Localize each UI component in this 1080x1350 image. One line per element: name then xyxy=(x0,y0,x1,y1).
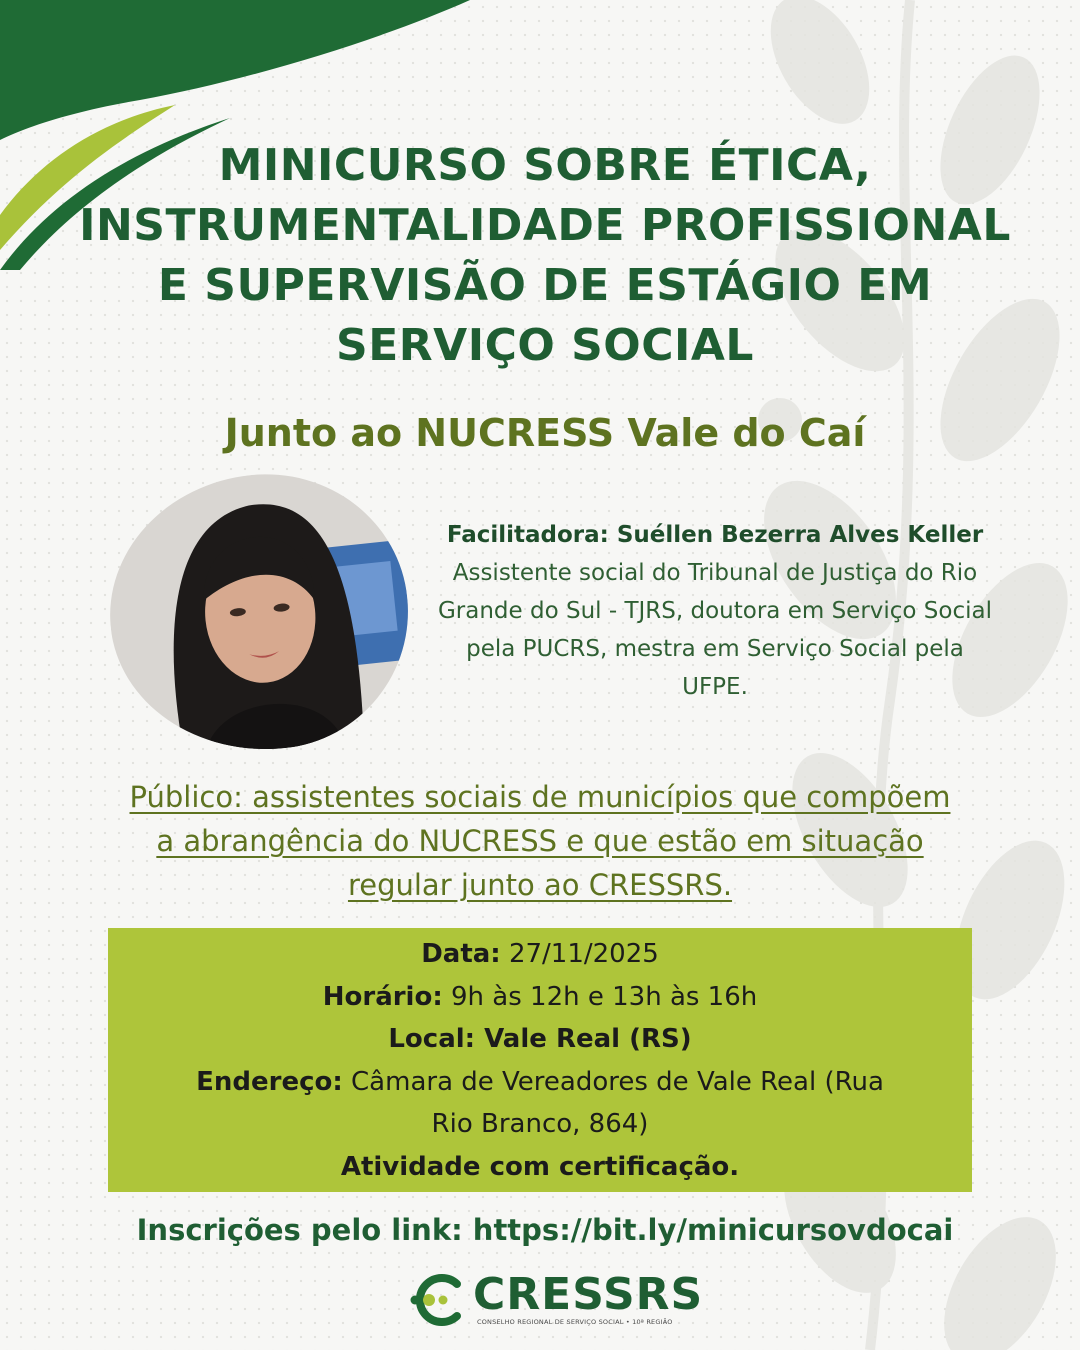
address-line-1: Câmara de Vereadores de Vale Real (Rua xyxy=(342,1066,884,1097)
address-line-2: Rio Branco, 864) xyxy=(431,1109,649,1139)
time-label: Horário: xyxy=(322,981,443,1012)
logo-tagline: CONSELHO REGIONAL DE SERVIÇO SOCIAL • 10ª REGIÃO xyxy=(477,1318,673,1326)
date-row xyxy=(108,933,972,976)
certification-text: Atividade com certificação. xyxy=(340,1151,740,1182)
location-row xyxy=(108,1018,972,1061)
event-subtitle: Junto ao NUCRESS Vale do Caí xyxy=(224,411,866,455)
audience-line: a abrangência do NUCRESS e que estão em situação xyxy=(156,824,924,858)
target-audience xyxy=(60,775,1020,907)
date-value: 27/11/2025 xyxy=(500,939,659,969)
bio-line: Grande do Sul - TJRS, doutora em Serviço Social xyxy=(437,598,992,624)
bio-line: pela PUCRS, mestra em Serviço Social pela xyxy=(466,636,964,662)
cressrs-logo xyxy=(405,1269,704,1330)
date-label: Data: xyxy=(421,939,501,969)
registration-link[interactable]: Inscrições pelo link: https://bit.ly/minicursovdocai xyxy=(136,1213,954,1247)
title-line: E SUPERVISÃO DE ESTÁGIO EM xyxy=(157,260,933,311)
time-value: 9h às 12h e 13h às 16h xyxy=(442,981,758,1012)
title-line: INSTRUMENTALIDADE PROFISSIONAL xyxy=(79,200,1011,251)
audience-line: Público: assistentes sociais de municípios que compõem xyxy=(129,780,951,814)
audience-line: regular junto ao CRESSRS. xyxy=(347,868,733,902)
location-text: Local: Vale Real (RS) xyxy=(388,1024,692,1054)
time-row xyxy=(108,976,972,1019)
facilitator-info xyxy=(410,516,1020,706)
title-line: MINICURSO SOBRE ÉTICA, xyxy=(218,140,872,191)
facilitator-photo xyxy=(96,460,421,765)
certification-row xyxy=(108,1146,972,1189)
cressrs-logo-icon xyxy=(405,1274,467,1326)
address-row xyxy=(108,1061,972,1104)
title-line: SERVIÇO SOCIAL xyxy=(336,320,754,371)
bio-line: UFPE. xyxy=(682,674,748,700)
bio-line: Assistente social do Tribunal de Justiça do Rio xyxy=(452,560,978,586)
facilitator-name: Facilitadora: Suéllen Bezerra Alves Keller xyxy=(446,522,984,548)
event-details-box xyxy=(108,928,972,1192)
address-label: Endereço: xyxy=(196,1066,343,1097)
event-title xyxy=(40,136,1050,376)
logo-wordmark: CRESSRS xyxy=(473,1269,704,1320)
